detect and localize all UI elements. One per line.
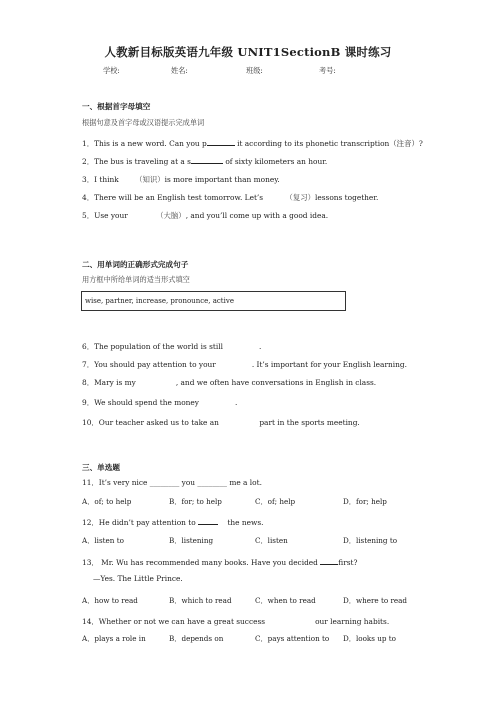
question-11: 11．It’s very nice ________ you ________ me a lot.	[82, 478, 262, 487]
option-a[interactable]: A．how to read	[82, 596, 138, 605]
option-b[interactable]: B．depends on	[169, 634, 224, 643]
class-label: 班级:	[246, 66, 263, 75]
section-1-heading: 一、根据首字母填空	[82, 102, 151, 111]
question-4: 4．There will be an English test tomorrow. Let’s （复习）lessons together.	[82, 193, 379, 202]
option-d[interactable]: D．where to read	[343, 596, 408, 605]
section-2-instruction: 用方框中所给单词的适当形式填空	[82, 275, 190, 284]
question-2: 2．The bus is traveling at a s of sixty kilometers an hour.	[82, 157, 328, 166]
option-b[interactable]: B．for; to help	[169, 497, 222, 506]
option-d[interactable]: D．looks up to	[343, 634, 396, 643]
name-label: 姓名:	[171, 66, 188, 75]
question-12: 12．He didn’t pay attention to the news.	[82, 518, 264, 527]
question-8: 8．Mary is my , and we often have conversations in English in class.	[82, 378, 377, 387]
answer-blank[interactable]	[265, 615, 315, 624]
answer-blank[interactable]	[263, 191, 283, 200]
question-9: 9．We should spend the money .	[82, 398, 238, 407]
option-d[interactable]: D．for; help	[343, 497, 387, 506]
option-c[interactable]: C．when to read	[255, 596, 316, 605]
page-title: 人教新目标版英语九年级 UNIT1SectionB 课时练习	[104, 45, 392, 59]
answer-blank[interactable]	[119, 173, 133, 182]
answer-blank[interactable]	[136, 376, 176, 385]
answer-blank[interactable]	[216, 358, 252, 367]
word-box: wise, partner, increase, pronounce, active	[81, 291, 346, 311]
question-7: 7．You should pay attention to your . It’s important for your English learning.	[82, 360, 407, 369]
option-c[interactable]: C．of; help	[255, 497, 296, 506]
question-3: 3．I think （知识）is more important than money.	[82, 175, 280, 184]
question-13-reply: —Yes. The Little Prince.	[93, 574, 183, 583]
option-a[interactable]: A．plays a role in	[82, 634, 146, 643]
option-c[interactable]: C．pays attention to	[255, 634, 330, 643]
answer-blank[interactable]	[198, 516, 218, 525]
option-a[interactable]: A．of; to help	[82, 497, 132, 506]
section-2-heading: 二、用单词的正确形式完成句子	[82, 260, 189, 269]
option-b[interactable]: B．listening	[169, 536, 214, 545]
option-b[interactable]: B．which to read	[169, 596, 232, 605]
answer-blank[interactable]	[223, 340, 259, 349]
answer-blank[interactable]	[199, 396, 235, 405]
option-c[interactable]: C．listen	[255, 536, 288, 545]
section-1-instruction: 根据句意及首字母或汉语提示完成单词	[82, 118, 205, 127]
school-label: 学校:	[103, 66, 120, 75]
answer-blank[interactable]	[191, 155, 223, 164]
question-10: 10．Our teacher asked us to take an part in the sports meeting.	[82, 418, 360, 427]
answer-blank[interactable]	[128, 209, 154, 218]
option-a[interactable]: A．listen to	[82, 536, 124, 545]
section-3-heading: 三、单选题	[82, 463, 120, 472]
question-5: 5．Use your （大脑）, and you’ll come up with a good idea.	[82, 211, 329, 220]
question-14: 14．Whether or not we can have a great success our learning habits.	[82, 617, 390, 626]
number-label: 考号:	[319, 66, 336, 75]
answer-blank[interactable]	[320, 556, 338, 565]
question-6: 6．The population of the world is still .	[82, 342, 262, 351]
answer-blank[interactable]	[219, 416, 257, 425]
question-13: 13． Mr. Wu has recommended many books. Have you decided first?	[82, 558, 358, 567]
answer-blank[interactable]	[207, 137, 235, 146]
question-1: 1．This is a new word. Can you p it according to its phonetic transcription（注音）?	[82, 139, 423, 148]
option-d[interactable]: D．listening to	[343, 536, 398, 545]
